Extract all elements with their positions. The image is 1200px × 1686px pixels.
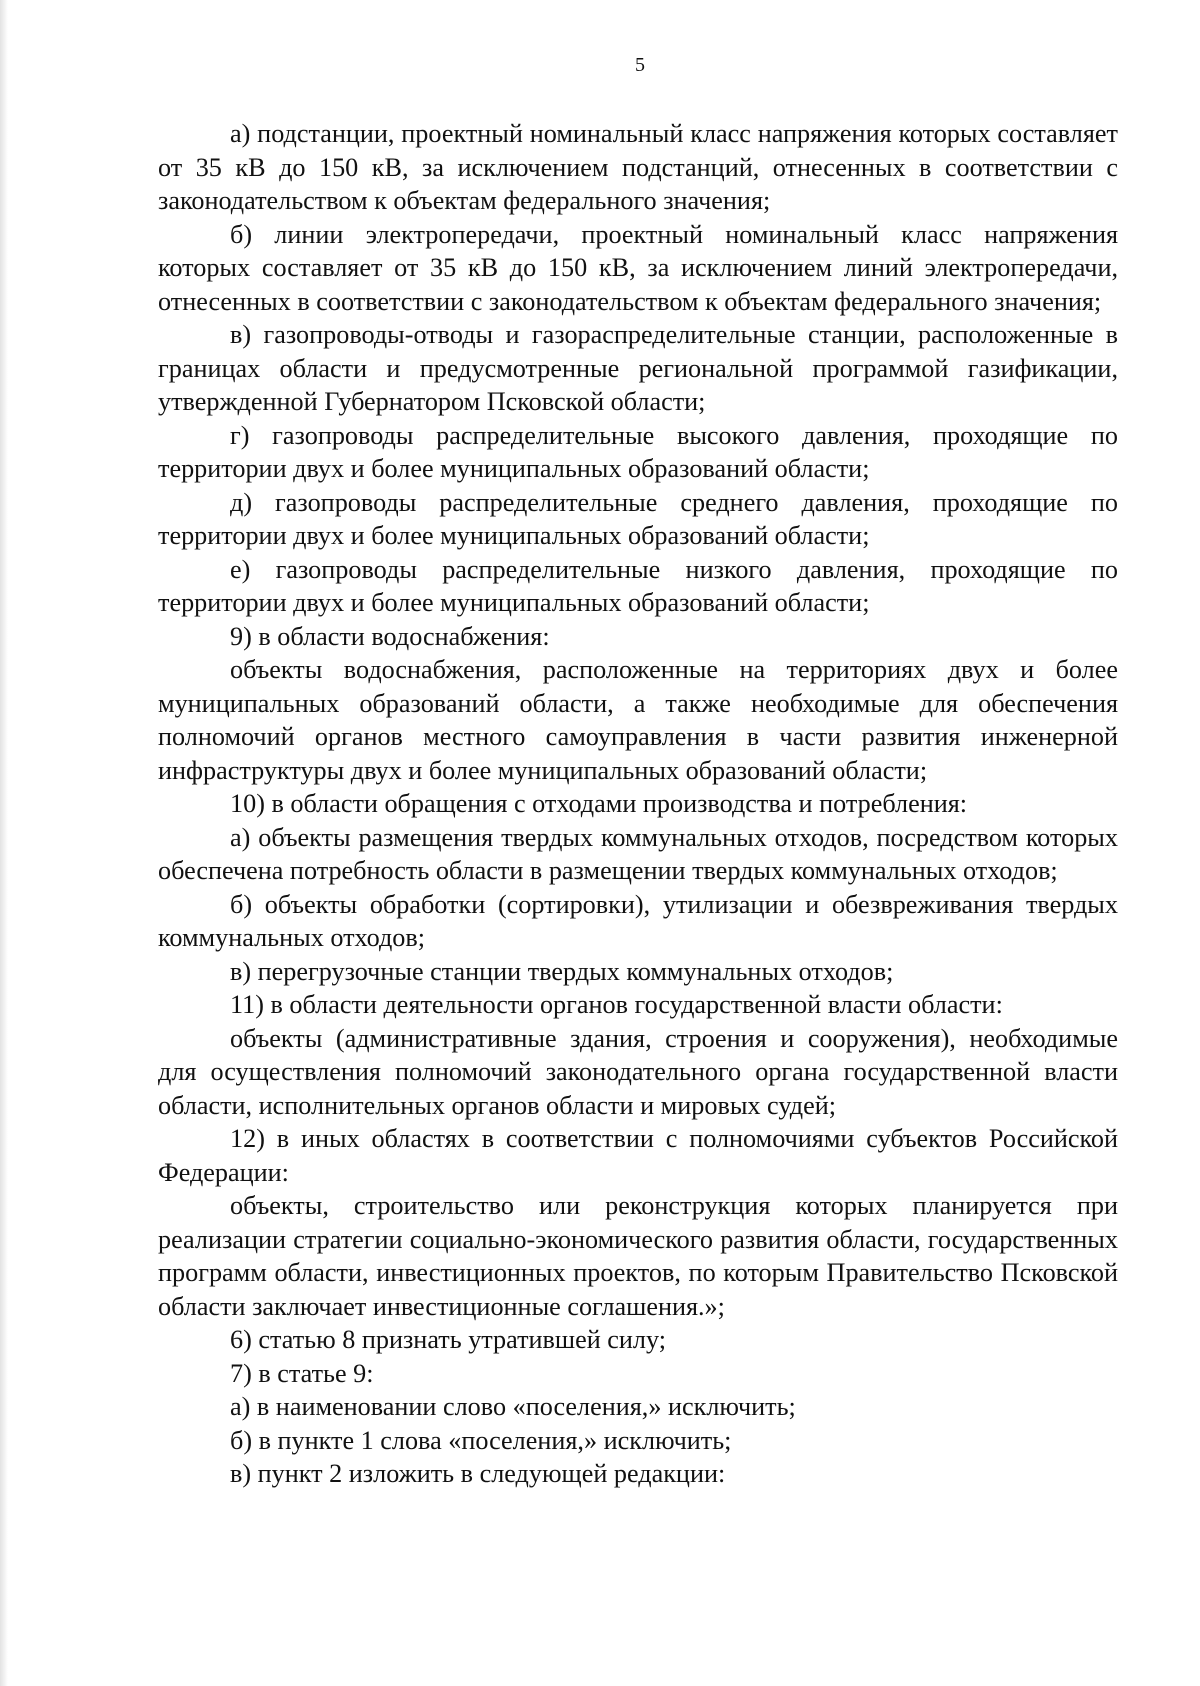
paragraph: а) объекты размещения твердых коммунальных отходов, посредством которых обеспечена потребность области в размещении твердых коммунальных отходов; [158, 822, 1118, 885]
paragraph: объекты водоснабжения, расположенные на территориях двух и более муниципальных образований области, а также необходимые для обеспечения полномочий органов местного самоуправления в части развития инженерной инфраструктуры двух и более муниципальных образований области; [158, 655, 1118, 785]
paragraph: б) линии электропередачи, проектный номинальный класс напряжения которых составляет от 35 кВ до 150 кВ, за исключением линий электропередачи, отнесенных в соответствии с законодательством к объектам федерального значения; [158, 219, 1118, 316]
paragraph: в) пункт 2 изложить в следующей редакции: [230, 1459, 726, 1488]
paragraph: а) подстанции, проектный номинальный класс напряжения которых составляет от 35 кВ до 150 кВ, за исключением подстанций, отнесенных в соответствии с законодательством к объектам федерального значения; [158, 119, 1118, 215]
paragraph: 7) в статье 9: [230, 1358, 374, 1388]
paragraph: 6) статью 8 признать утратившей силу; [230, 1325, 666, 1354]
paragraph: объекты (административные здания, строения и сооружения), необходимые для осуществления полномочий законодательного органа государственной власти области, исполнительных органов области и мировых судей; [158, 1023, 1118, 1120]
page-number: 5 [635, 54, 645, 76]
paragraph: д) газопроводы распределительные среднего давления, проходящие по территории двух и более муниципальных образований области; [158, 487, 1118, 550]
paragraph: в) газопроводы-отводы и газораспределительные станции, расположенные в границах области и предусмотренные региональной программой газификации, утвержденной Губернатором Псковской области; [158, 320, 1118, 416]
paragraph: а) в наименовании слово «поселения,» исключить; [230, 1392, 796, 1421]
paragraph: в) перегрузочные станции твердых коммунальных отходов; [230, 956, 894, 986]
paragraph: б) объекты обработки (сортировки), утилизации и обезвреживания твердых коммунальных отходов; [158, 889, 1118, 952]
document-body [158, 117, 1118, 1491]
paragraph: 10) в области обращения с отходами производства и потребления: [230, 789, 968, 818]
paragraph: 9) в области водоснабжения: [230, 621, 550, 651]
paragraph: б) в пункте 1 слова «поселения,» исключить; [230, 1425, 732, 1455]
scan-edge [0, 0, 8, 1686]
paragraph: г) газопроводы распределительные высокого давления, проходящие по территории двух и более муниципальных образований области; [158, 420, 1118, 483]
paragraph: е) газопроводы распределительные низкого давления, проходящие по территории двух и более муниципальных образований области; [158, 554, 1118, 617]
paragraph: 12) в иных областях в соответствии с полномочиями субъектов Российской Федерации: [158, 1124, 1118, 1187]
paragraph: 11) в области деятельности органов государственной власти области: [230, 990, 1003, 1019]
paragraph: объекты, строительство или реконструкция которых планируется при реализации стратегии социально-экономического развития области, государственных программ области, инвестиционных проектов, по которым Правительство Псковской области заключает инвестиционные соглашения.»; [158, 1191, 1118, 1321]
